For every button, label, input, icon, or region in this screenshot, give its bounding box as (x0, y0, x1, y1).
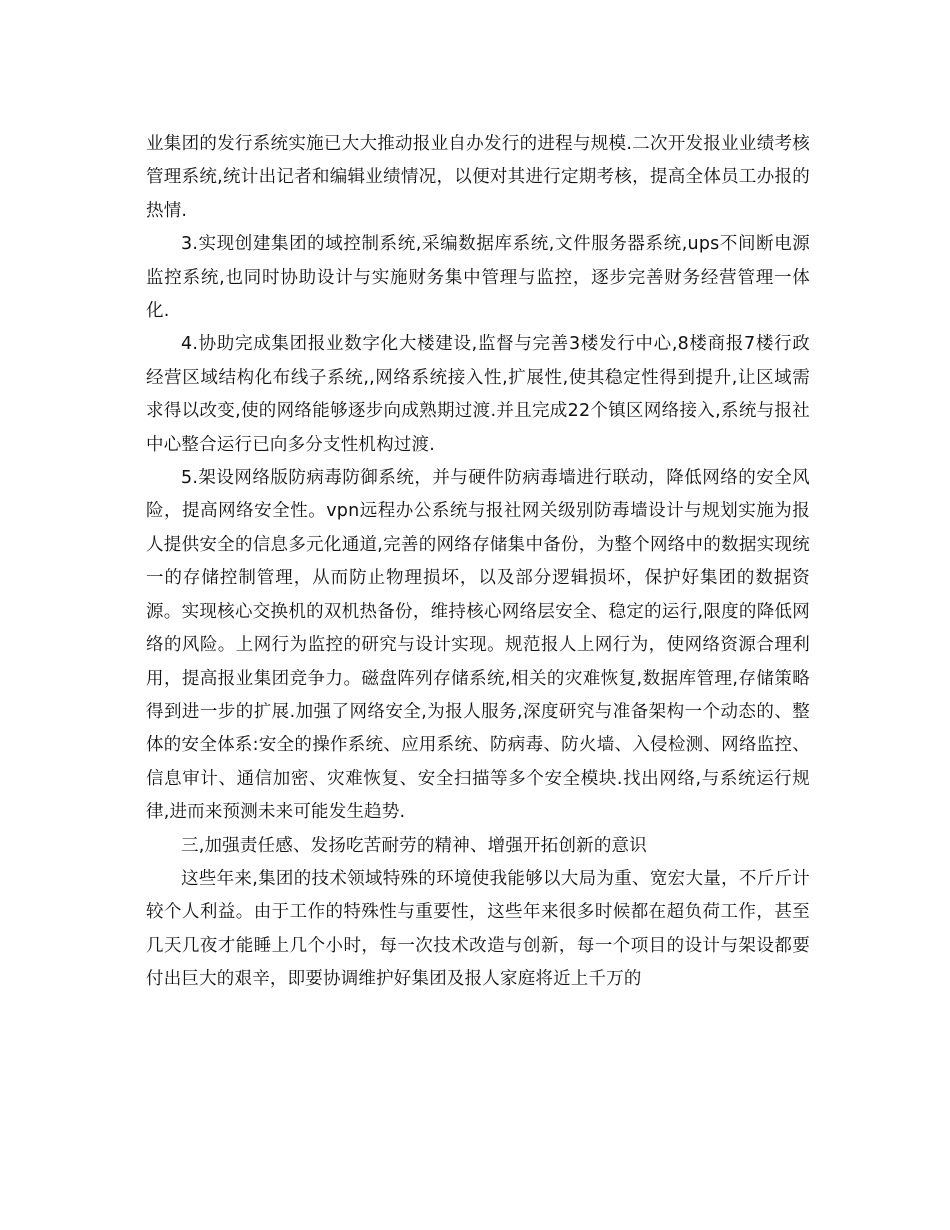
document-body (146, 128, 810, 997)
paragraph-continuation: 业集团的发行系统实施已大大推动报业自办发行的进程与规模.二次开发报业业绩考核管理系统,统计出记者和编辑业绩情况，以便对其进行定期考核，提高全体员工办报的热情. (146, 134, 810, 221)
section-heading-3: 三,加强责任感、发扬吃苦耐劳的精神、增强开拓创新的意识 (181, 835, 647, 856)
paragraph-item-3: 3.实现创建集团的域控制系统,采编数据库系统,文件服务器系统,ups不间断电源监控系统,也同时协助设计与实施财务集中管理与监控，逐步完善财务经营管理一体化. (146, 234, 810, 322)
paragraph-body: 这些年来,集团的技术领域特殊的环境使我能够以大局为重、宽宏大量，不斤斤计较个人利益。由于工作的特殊性与重要性，这些年来很多时候都在超负荷工作，甚至几天几夜才能睡上几个小时，每一次技术改造与创新，每一个项目的设计与架设都要付出巨大的艰辛，即要协调维护好集团及报人家庭将近上千万的 (146, 868, 810, 990)
paragraph-item-4: 4.协助完成集团报业数字化大楼建设,监督与完善3楼发行中心,8楼商报7楼行政经营区域结构化布线子系统,,网络系统接入性,扩展性,使其稳定性得到提升,让区域需求得以改变,使的网络能够逐步向成熟期过渡.并且完成22个镇区网络接入,系统与报社中心整合运行已向多分支性机构过渡. (146, 334, 810, 455)
paragraph-item-5: 5.架设网络版防病毒防御系统，并与硬件防病毒墙进行联动，降低网络的安全风险，提高网络安全性。vpn远程办公系统与报社网关级别防毒墙设计与规划实施为报人提供安全的信息多元化通道,完善的网络存储集中备份，为整个网络中的数据实现统一的存储控制管理，从而防止物理损坏，以及部分逻辑损坏，保护好集团的数据资源。实现核心交换机的双机热备份，维持核心网络层安全、稳定的运行,限度的降低网络的风险。上网行为监控的研究与设计实现。规范报人上网行为，使网络资源合理利用，提高报业集团竞争力。磁盘阵列存储系统,相关的灾难恢复,数据库管理,存储策略得到进一步的扩展.加强了网络安全,为报人服务,深度研究与准备架构一个动态的、整体的安全体系:安全的操作系统、应用系统、防病毒、防火墙、入侵检测、网络监控、信息审计、通信加密、灾难恢复、安全扫描等多个安全模块.找出网络,与系统运行规律,进而来预测未来可能发生趋势. (146, 468, 810, 823)
